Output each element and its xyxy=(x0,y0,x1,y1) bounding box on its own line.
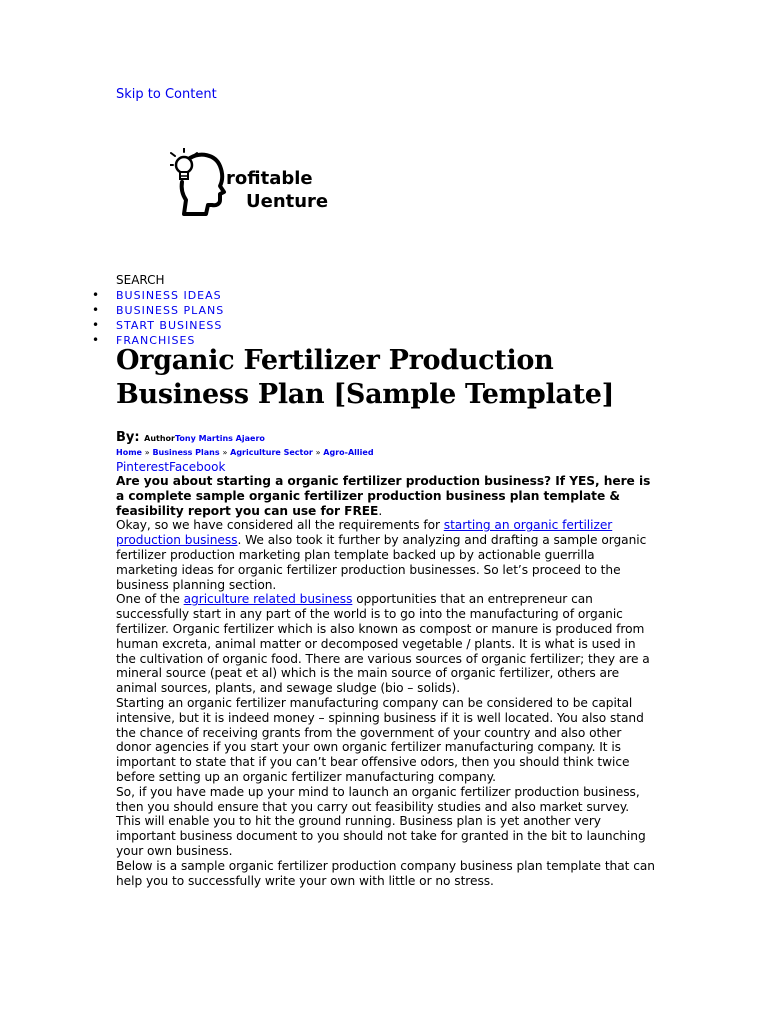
facebook-share-link[interactable]: Facebook xyxy=(169,460,226,474)
paragraph-text: . We also took it further by analyzing and drafting a sample organic fertilizer production marketing plan template backed up by actionable guerrilla marketing ideas for organic fertilizer production businesses. So let’s proceed to the business planning section. xyxy=(116,533,647,592)
nav-link[interactable]: BUSINESS IDEAS xyxy=(116,289,222,302)
logo-head-bulb-icon xyxy=(170,148,370,218)
search-button[interactable]: SEARCH xyxy=(116,273,165,287)
breadcrumb-agriculture-sector[interactable]: Agriculture Sector xyxy=(230,448,313,457)
intro-bold-text: Are you about starting a organic fertilizer production business? If YES, here is a complete sample organic fertilizer production business plan template & feasibility report you can use for FREE xyxy=(116,474,651,518)
nav-link[interactable]: BUSINESS PLANS xyxy=(116,304,225,317)
logo-text-line1: rofitable xyxy=(226,168,313,189)
nav-item-business-plans[interactable] xyxy=(116,303,224,318)
logo-text-line2: Uenture xyxy=(246,191,329,212)
share-links xyxy=(116,460,225,474)
breadcrumb-business-plans[interactable]: Business Plans xyxy=(152,448,220,457)
article-body xyxy=(116,474,656,888)
intro-period: . xyxy=(378,503,383,518)
author-link[interactable]: Tony Martins Ajaero xyxy=(174,434,265,443)
breadcrumb-agro-allied[interactable]: Agro-Allied xyxy=(323,448,374,457)
article-intro xyxy=(116,474,656,518)
breadcrumb-separator: » xyxy=(222,448,228,457)
byline xyxy=(116,431,265,446)
byline-author-label: Author xyxy=(144,434,175,443)
breadcrumb xyxy=(116,448,374,458)
article-paragraph-5: Below is a sample organic fertilizer production company business plan template that can help you to successfully write your own with little or no stress. xyxy=(116,858,655,888)
pinterest-share-link[interactable]: Pinterest xyxy=(116,460,170,474)
paragraph-text: opportunities that an entrepreneur can successfully start in any part of the world is to go into the manufacturing of organic fertilizer. Organic fertilizer which is also known as compost or manure is produced from human excreta, animal matter or decomposed vegetable / plants. It is what is used in the cultivation of organic food. There are various sources of organic fertilizer; they are a mineral source (peat et al) which is the main source of organic fertilizer, others are animal sources, plants, and sewage sludge (bio – solids). xyxy=(116,592,650,696)
starting-organic-fertilizer-link[interactable]: starting an organic fertilizer production business xyxy=(116,518,613,548)
paragraph-text: One of the xyxy=(116,592,184,607)
article-paragraph-4: So, if you have made up your mind to launch an organic fertilizer production business, then you should ensure that you carry out feasibility studies and also market survey. This will enable you to hit the ground running. Business plan is yet another very important business document to you should not take for granted in the bit to launching your own business. xyxy=(116,784,646,858)
breadcrumb-separator: » xyxy=(144,448,150,457)
paragraph-text: Okay, so we have considered all the requirements for xyxy=(116,518,444,533)
article-paragraph-2 xyxy=(116,592,656,696)
nav-item-business-ideas[interactable] xyxy=(116,288,224,303)
byline-by: By: xyxy=(116,430,140,445)
breadcrumb-separator: » xyxy=(315,448,321,457)
site-logo[interactable] xyxy=(170,148,370,218)
nav-item-start-business[interactable] xyxy=(116,318,224,333)
page-title: Organic Fertilizer Production Business Plan [Sample Template] xyxy=(116,345,615,410)
main-nav xyxy=(116,288,224,348)
article-paragraph-1 xyxy=(116,518,656,592)
skip-to-content-link[interactable]: Skip to Content xyxy=(116,87,217,102)
nav-link[interactable]: FRANCHISES xyxy=(116,334,196,347)
breadcrumb-home[interactable]: Home xyxy=(116,448,142,457)
agriculture-related-business-link[interactable]: agriculture related business xyxy=(183,592,353,607)
nav-link[interactable]: START BUSINESS xyxy=(116,319,223,332)
article-paragraph-3: Starting an organic fertilizer manufacturing company can be considered to be capital intensive, but it is indeed money – spinning business if it is well located. You also stand the chance of receiving grants from the government of your country and also other donor agencies if you start your own organic fertilizer manufacturing company. It is important to state that if you can’t bear offensive odors, then you should think twice before setting up an organic fertilizer manufacturing company. xyxy=(116,695,644,784)
